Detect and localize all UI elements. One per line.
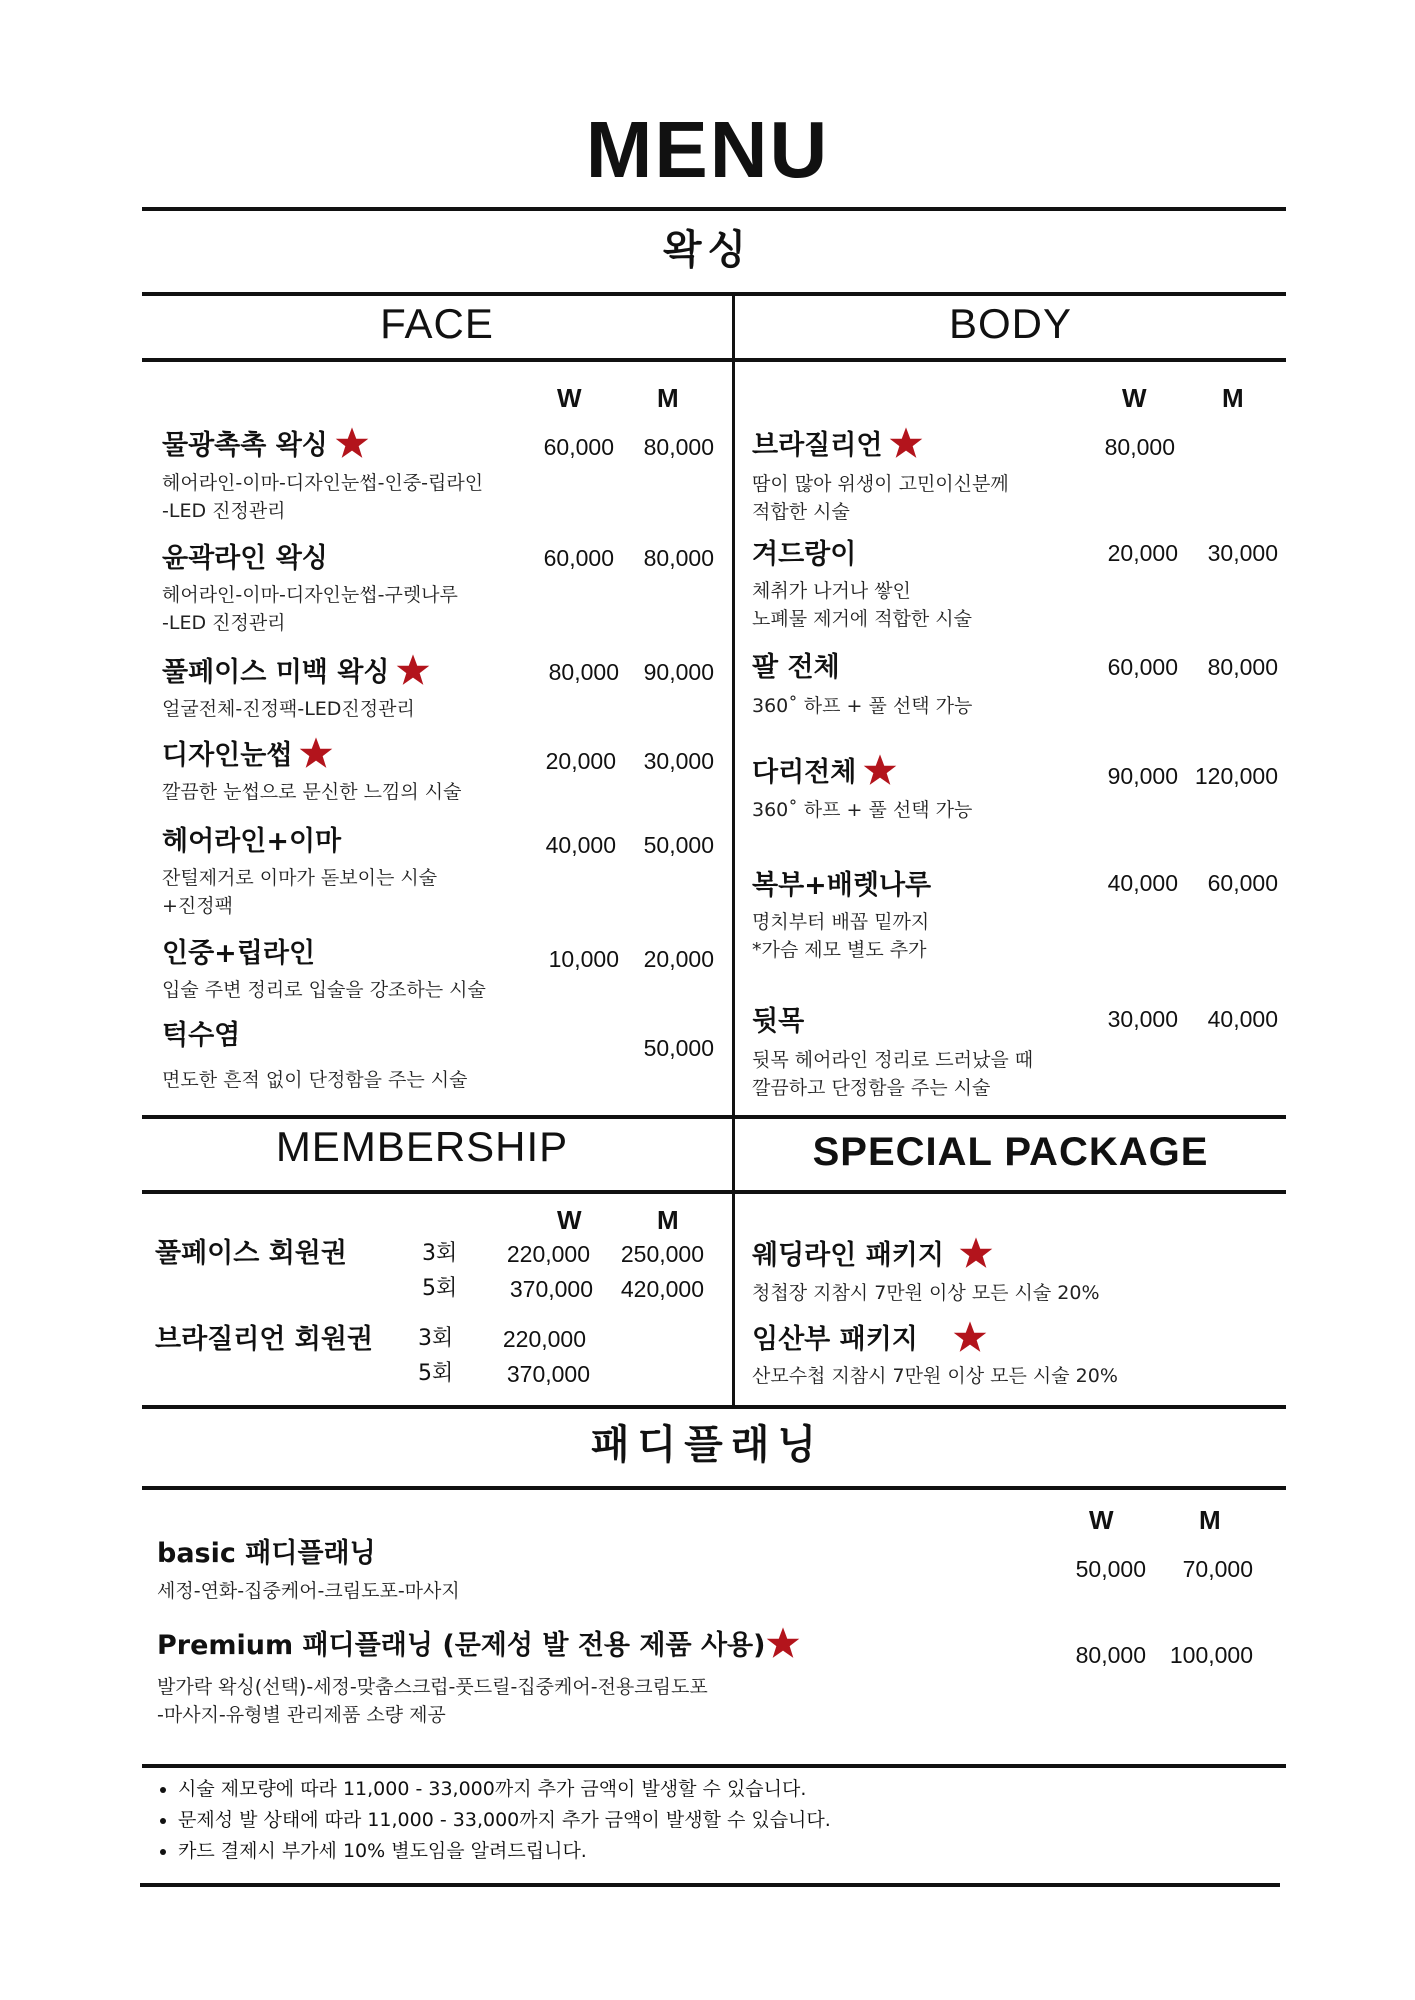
note-item: • 문제성 발 상태에 따라 11,000 - 33,000까지 추가 금액이 발생할 수 있습니다. (178, 1805, 831, 1836)
price-m: 30,000 (1207, 540, 1278, 566)
note-item: • 시술 제모량에 따라 11,000 - 33,000까지 추가 금액이 발생할 수 있습니다. (178, 1774, 831, 1805)
item-desc: 산모수첩 지참시 7만원 이상 모든 시술 20% (752, 1365, 1118, 1387)
item-desc: 체취가 나거나 쌓인 (752, 580, 911, 602)
price-m: 80,000 (643, 545, 714, 571)
item-desc: +진정팩 (162, 895, 233, 917)
m-header: M (657, 1205, 679, 1235)
price-w: 30,000 (1107, 1006, 1178, 1032)
price-w: 220,000 (502, 1326, 586, 1352)
item-name: 디자인눈썹 (162, 740, 293, 771)
star-icon (952, 1320, 988, 1354)
item-desc: 입술 주변 정리로 입술을 강조하는 시술 (162, 979, 486, 1001)
count-label: 3회 (418, 1326, 454, 1351)
item-desc: 적합한 시술 (752, 501, 850, 523)
price-w: 40,000 (1107, 870, 1178, 896)
item-desc: 뒷목 헤어라인 정리로 드러났을 때 (752, 1049, 1034, 1071)
item-name: 임산부 패키지 (752, 1324, 918, 1355)
m-header: M (1199, 1505, 1221, 1535)
star-icon (765, 1626, 801, 1660)
price-m: 50,000 (643, 832, 714, 858)
waxing-heading: 왁싱 (662, 227, 753, 273)
item-name: 턱수염 (162, 1020, 241, 1051)
item-name: 윤곽라인 왁싱 (162, 543, 328, 574)
notes-list (140, 1774, 831, 1867)
price-m: 30,000 (643, 748, 714, 774)
divider (142, 292, 1286, 296)
star-icon (862, 753, 898, 787)
star-icon (888, 426, 924, 460)
price-m: 90,000 (643, 659, 714, 685)
price-w: 370,000 (509, 1276, 593, 1302)
price-w: 20,000 (1107, 540, 1178, 566)
divider (142, 1115, 1286, 1119)
item-desc: 노폐물 제거에 적합한 시술 (752, 608, 973, 630)
item-name: 물광촉촉 왁싱 (162, 430, 328, 461)
item-name: Premium 패디플래닝 (문제성 발 전용 제품 사용) (157, 1630, 766, 1661)
price-w: 60,000 (543, 545, 614, 571)
pedicure-heading: 패디플래닝 (590, 1422, 825, 1468)
item-desc: 헤어라인-이마-디자인눈썹-구렛나루 (162, 584, 458, 606)
price-m: 40,000 (1207, 1006, 1278, 1032)
price-w: 80,000 (1075, 1642, 1146, 1668)
price-m: 100,000 (1169, 1642, 1253, 1668)
item-desc: 세정-연화-집중케어-크림도포-마사지 (157, 1580, 460, 1602)
price-w: 20,000 (545, 748, 616, 774)
item-desc: -LED 진정관리 (162, 500, 286, 522)
price-w: 50,000 (1075, 1556, 1146, 1582)
item-desc: -LED 진정관리 (162, 612, 286, 634)
price-m: 20,000 (643, 946, 714, 972)
note-item: • 카드 결제시 부가세 10% 별도임을 알려드립니다. (178, 1836, 831, 1867)
item-desc: 깔끔하고 단정함을 주는 시술 (752, 1077, 991, 1099)
item-desc: 발가락 왁싱(선택)-세정-맞춤스크럽-풋드릴-집중케어-전용크림도포 (157, 1676, 708, 1698)
w-header: W (557, 1205, 582, 1235)
m-header: M (657, 383, 679, 413)
item-name: basic 패디플래닝 (157, 1538, 376, 1569)
w-header: W (1122, 383, 1147, 413)
special-package-heading: SPECIAL PACKAGE (812, 1130, 1209, 1174)
star-icon (334, 426, 370, 460)
item-desc: 헤어라인-이마-디자인눈썹-인중-립라인 (162, 472, 484, 494)
price-w: 90,000 (1107, 763, 1178, 789)
price-m: 420,000 (620, 1276, 704, 1302)
divider (140, 1883, 1280, 1887)
price-m: 80,000 (1207, 654, 1278, 680)
item-desc: 명치부터 배꼽 밑까지 (752, 911, 930, 933)
price-w: 10,000 (548, 946, 619, 972)
count-label: 3회 (422, 1241, 458, 1266)
item-name: 웨딩라인 패키지 (752, 1240, 944, 1271)
item-name: 뒷목 (752, 1006, 805, 1037)
item-name: 다리전체 (752, 757, 857, 788)
item-desc: 땀이 많아 위생이 고민이신분께 (752, 473, 1009, 495)
price-w: 60,000 (1107, 654, 1178, 680)
divider (142, 1190, 1286, 1194)
star-icon (298, 736, 334, 770)
column-divider (732, 292, 735, 1407)
item-name: 인중+립라인 (162, 938, 316, 969)
price-w: 60,000 (543, 434, 614, 460)
membership-heading: MEMBERSHIP (275, 1123, 569, 1170)
item-name: 헤어라인+이마 (162, 826, 342, 857)
m-header: M (1222, 383, 1244, 413)
price-m: 120,000 (1194, 763, 1278, 789)
item-name: 복부+배렛나루 (752, 870, 932, 901)
page-title: MENU (585, 105, 830, 194)
item-desc: *가슴 제모 별도 추가 (752, 939, 927, 961)
item-desc: 잔털제거로 이마가 돋보이는 시술 (162, 867, 438, 889)
price-m: 80,000 (643, 434, 714, 460)
divider (142, 358, 1286, 362)
item-name: 브라질리언 회원권 (155, 1324, 374, 1355)
price-w: 220,000 (506, 1241, 590, 1267)
item-desc: 면도한 흔적 없이 단정함을 주는 시술 (162, 1069, 468, 1091)
divider (142, 207, 1286, 211)
face-heading: FACE (380, 300, 494, 347)
price-m: 60,000 (1207, 870, 1278, 896)
price-m: 70,000 (1182, 1556, 1253, 1582)
w-header: W (557, 383, 582, 413)
item-name: 풀페이스 미백 왁싱 (162, 657, 390, 688)
item-desc: 청첩장 지참시 7만원 이상 모든 시술 20% (752, 1282, 1100, 1304)
count-label: 5회 (418, 1361, 454, 1386)
price-w: 370,000 (506, 1361, 590, 1387)
divider (142, 1405, 1286, 1409)
star-icon (395, 653, 431, 687)
price-w: 40,000 (545, 832, 616, 858)
item-desc: 360˚ 하프 + 풀 선택 가능 (752, 695, 973, 717)
price-m: 250,000 (620, 1241, 704, 1267)
item-desc: -마사지-유형별 관리제품 소량 제공 (157, 1704, 446, 1726)
item-name: 겨드랑이 (752, 539, 857, 570)
item-name: 풀페이스 회원권 (155, 1238, 347, 1269)
star-icon (958, 1236, 994, 1270)
item-name: 브라질리언 (752, 430, 883, 461)
item-name: 팔 전체 (752, 652, 840, 683)
price-w: 80,000 (1104, 434, 1175, 460)
body-heading: BODY (948, 300, 1073, 347)
price-m: 50,000 (643, 1035, 714, 1061)
price-w: 80,000 (548, 659, 619, 685)
w-header: W (1089, 1505, 1114, 1535)
divider (142, 1486, 1286, 1490)
count-label: 5회 (422, 1276, 458, 1301)
divider (142, 1764, 1286, 1768)
item-desc: 얼굴전체-진정팩-LED진정관리 (162, 698, 415, 720)
item-desc: 깔끔한 눈썹으로 문신한 느낌의 시술 (162, 781, 462, 803)
item-desc: 360˚ 하프 + 풀 선택 가능 (752, 799, 973, 821)
